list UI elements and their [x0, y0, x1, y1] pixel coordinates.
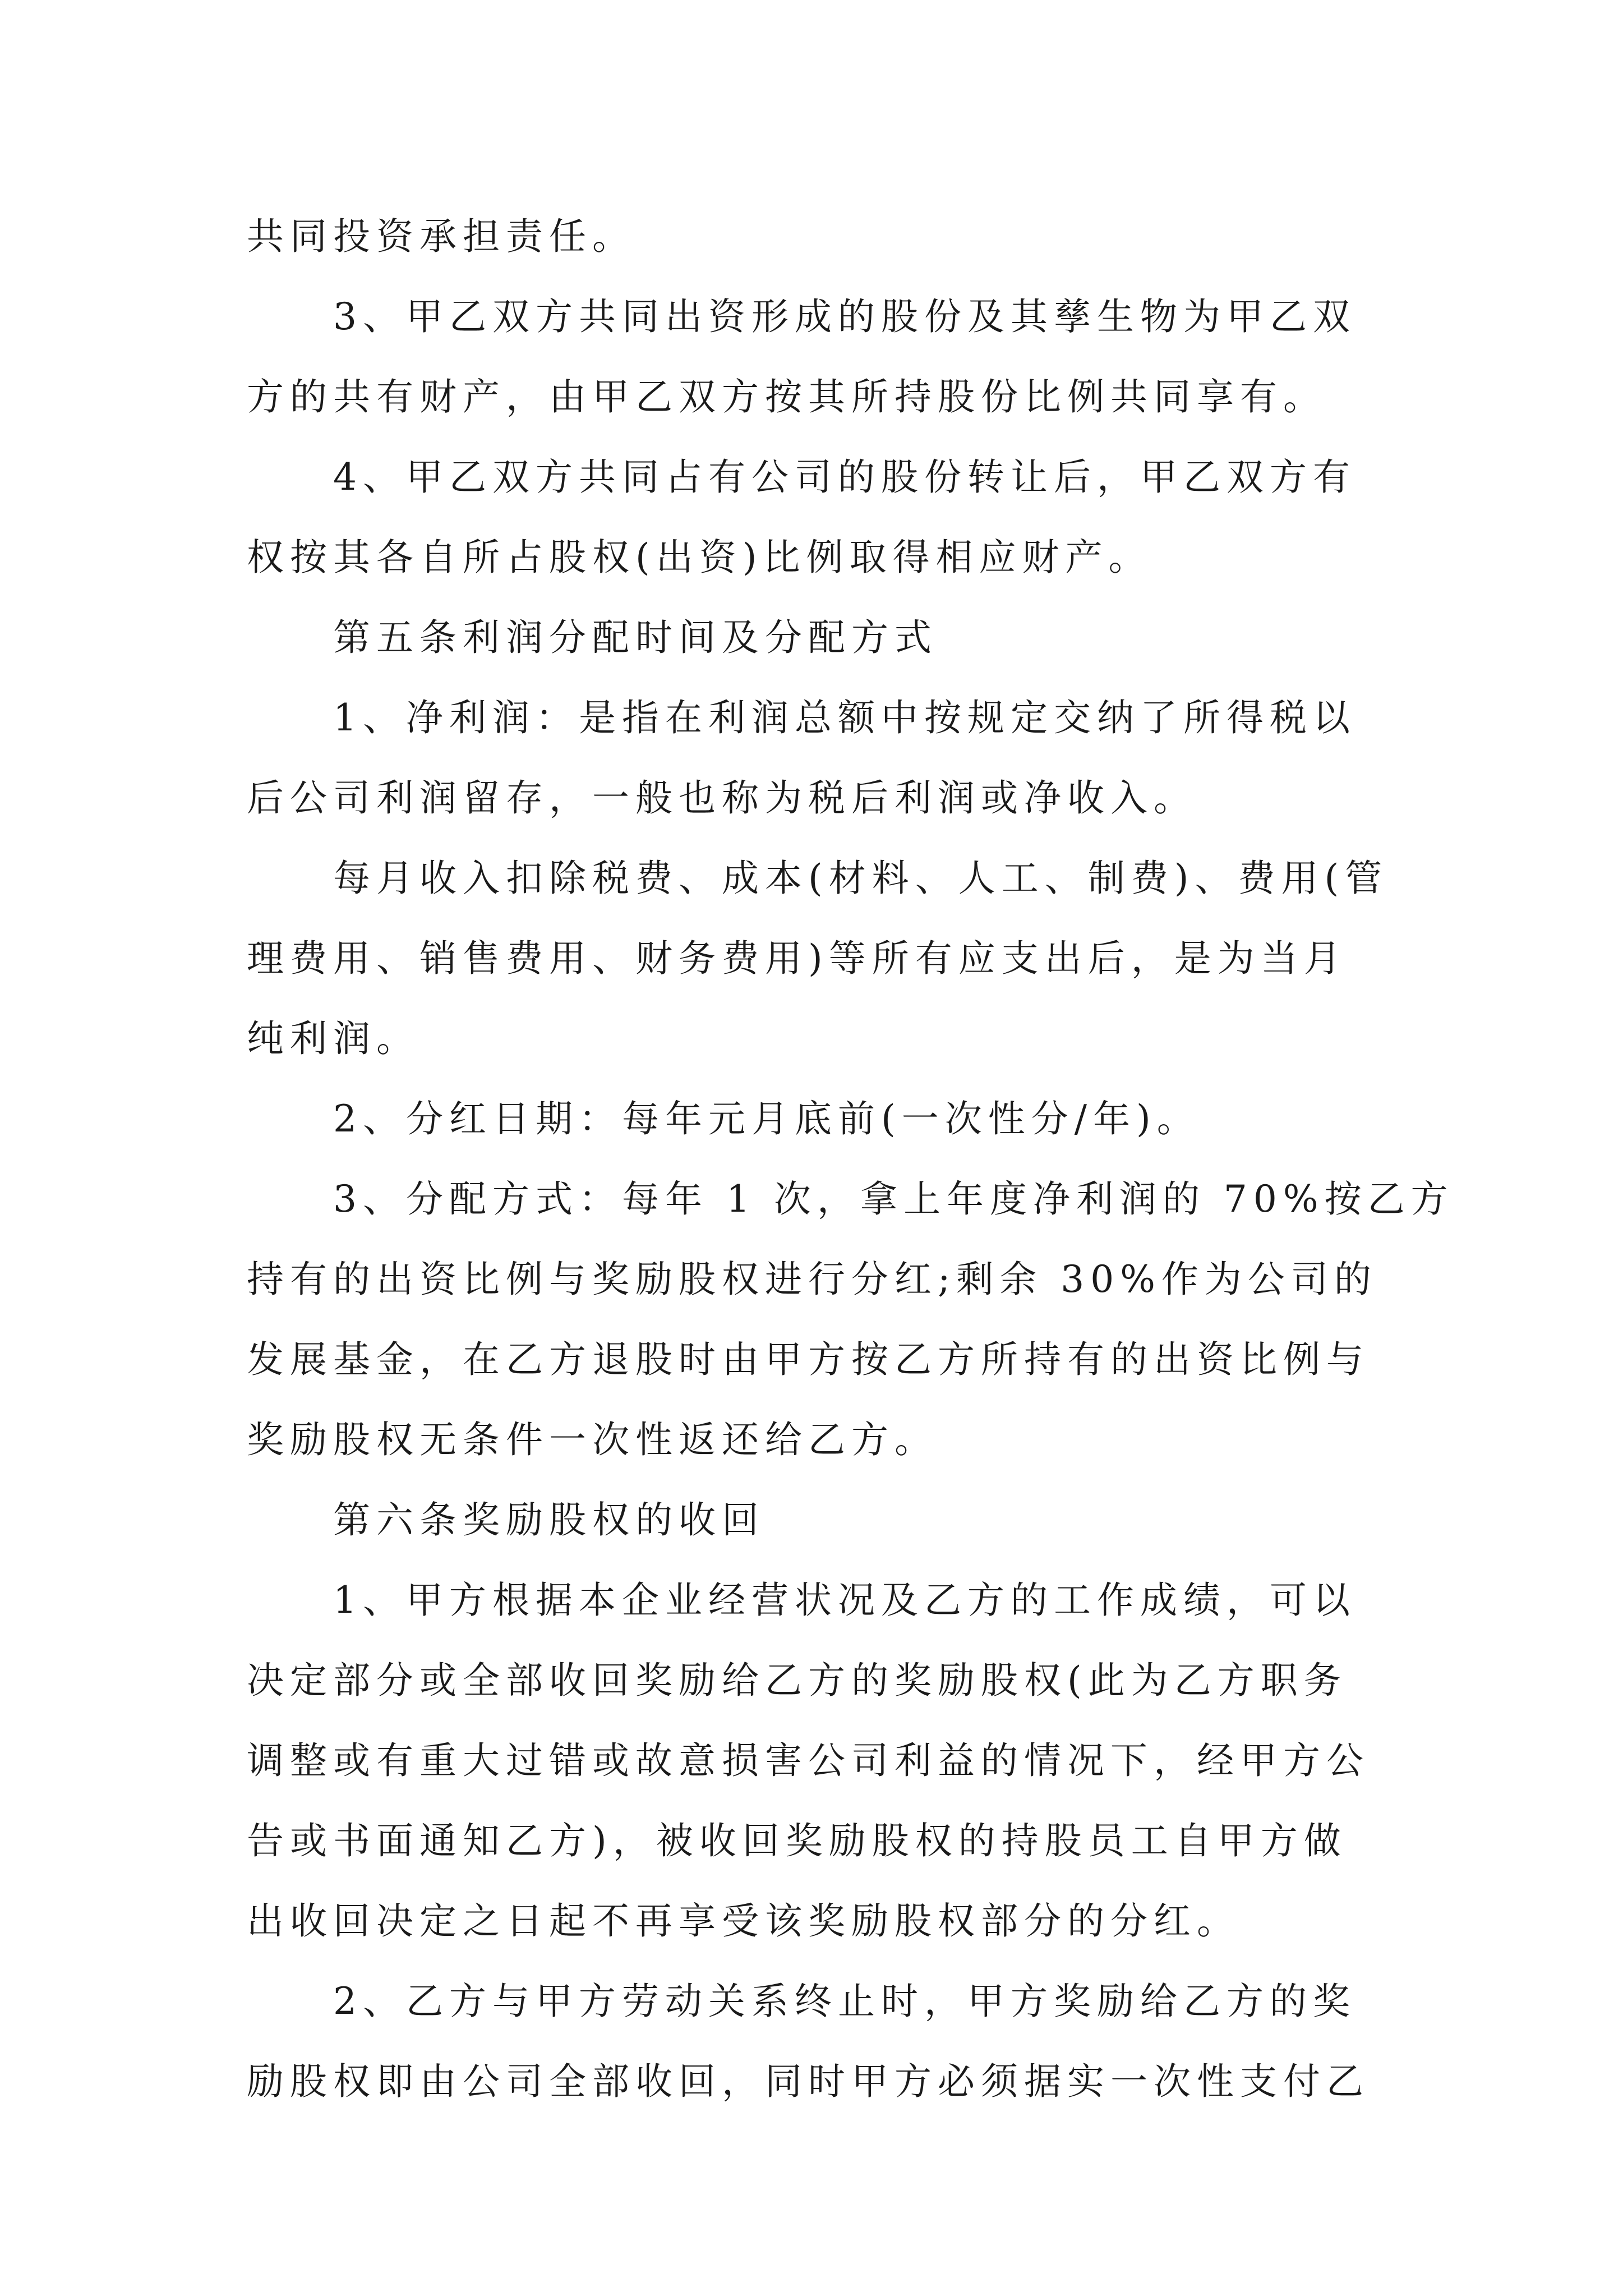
text-line: 第六条奖励股权的收回: [333, 1498, 765, 1542]
paragraph-recovery-2: [247, 1961, 1385, 2122]
text-line: 3、分配方式：每年 1 次，拿上年度净利润的 70%按乙方: [333, 1177, 1454, 1221]
paragraph-monthly-income: [247, 838, 1389, 1079]
text-line: 共同投资承担责任。: [247, 215, 635, 258]
document-body: [247, 196, 1454, 2122]
article-6-heading: [247, 1480, 1385, 1560]
text-line: 后公司利润留存，一般也称为税后利润或净收入。: [247, 776, 1197, 820]
text-line: 持有的出资比例与奖励股权进行分红;剩余 30%作为公司的: [247, 1258, 1377, 1301]
paragraph-dividend-date: [247, 1079, 1385, 1159]
paragraph-clause-3: [247, 277, 1385, 437]
text-line: 决定部分或全部收回奖励给乙方的奖励股权(此为乙方职务: [247, 1659, 1347, 1702]
text-line: 奖励股权无条件一次性返还给乙方。: [247, 1418, 938, 1461]
text-line: 第五条利润分配时间及分配方式: [333, 616, 938, 659]
text-line: 纯利润。: [247, 1017, 419, 1060]
text-line: 发展基金，在乙方退股时由甲方按乙方所持有的出资比例与: [247, 1338, 1370, 1381]
paragraph-clause-4: [247, 437, 1385, 597]
text-line: 方的共有财产，由甲乙双方按其所持股份比例共同享有。: [247, 375, 1326, 418]
text-line: 励股权即由公司全部收回，同时甲方必须据实一次性支付乙: [247, 2060, 1370, 2103]
text-line: 权按其各自所占股权(出资)比例取得相应财产。: [247, 536, 1152, 579]
text-line: 4、甲乙双方共同占有公司的股份转让后，甲乙双方有: [333, 455, 1356, 499]
paragraph-recovery-1: [247, 1560, 1385, 1961]
text-line: 理费用、销售费用、财务费用)等所有应支出后，是为当月: [247, 937, 1347, 980]
paragraph-distribution-method: [247, 1159, 1454, 1480]
paragraph-net-profit: [247, 678, 1385, 838]
text-line: 1、净利润：是指在利润总额中按规定交纳了所得税以: [333, 696, 1356, 739]
text-line: 3、甲乙双方共同出资形成的股份及其孳生物为甲乙双: [333, 295, 1356, 338]
paragraph-continuation: [247, 196, 1385, 277]
text-line: 出收回决定之日起不再享受该奖励股权部分的分红。: [247, 1899, 1240, 1943]
text-line: 调整或有重大过错或故意损害公司利益的情况下，经甲方公: [247, 1739, 1370, 1782]
article-5-heading: [247, 597, 1385, 678]
text-line: 2、分红日期：每年元月底前(一次性分/年)。: [333, 1097, 1200, 1140]
text-line: 每月收入扣除税费、成本(材料、人工、制费)、费用(管: [333, 857, 1389, 900]
text-line: 告或书面通知乙方)，被收回奖励股权的持股员工自甲方做: [247, 1819, 1347, 1862]
text-line: 1、甲方根据本企业经营状况及乙方的工作成绩，可以: [333, 1579, 1356, 1622]
text-line: 2、乙方与甲方劳动关系终止时，甲方奖励给乙方的奖: [333, 1980, 1356, 2023]
